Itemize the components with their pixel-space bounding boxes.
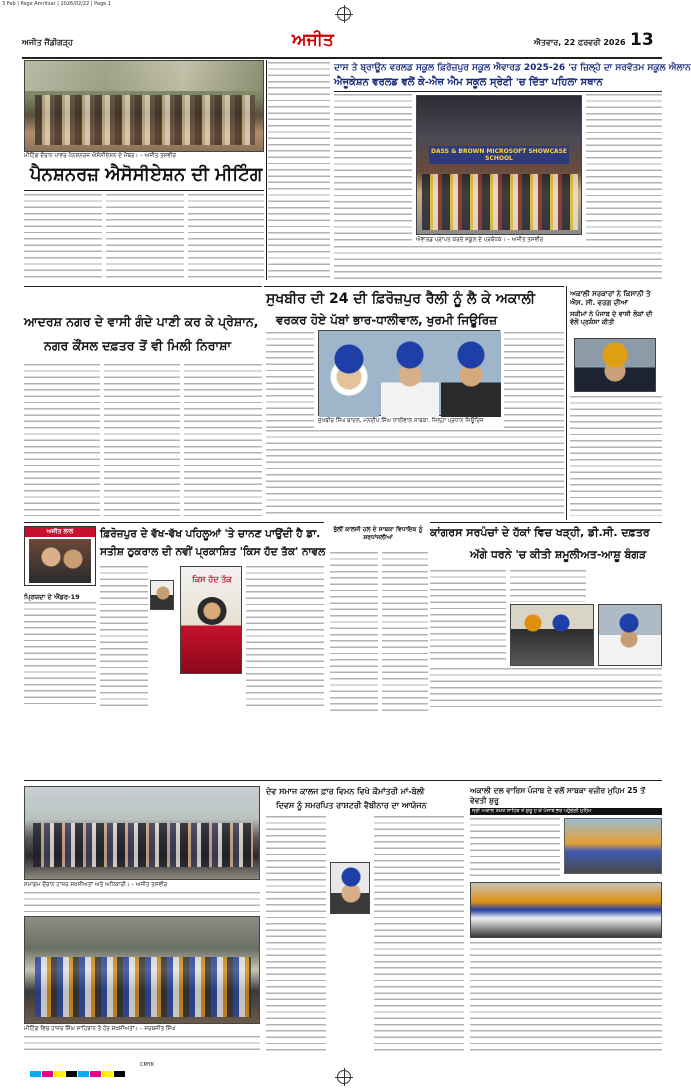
sukhbir-body-3 (266, 430, 564, 516)
ceremony-body (24, 892, 260, 912)
pensioners-body-2 (106, 194, 184, 278)
school-body-3 (334, 246, 662, 280)
school-body-1 (334, 94, 412, 244)
congress-headline-2: ਅੱਗੇ ਧਰਨੇ 'ਚ ਕੀਤੀ ਸ਼ਮੂਲੀਅਤ-ਆਸ਼ੂ ਬੰਗੜ (470, 548, 647, 561)
meeting-caption: ਮੀਟਿੰਗ ਵਿਚ ਹਾਜ਼ਰ ਸਿੰਘ ਸਾਹਿਬਾਨ ਤੇ ਹੋਰ ਸ਼ਖ਼ਸੀਅਤਾਂ। – ਸਰਬਜੀਤ ਸਿੰਘ (24, 1026, 176, 1032)
school-body-2 (586, 94, 662, 244)
adarsh-headline-1: ਆਦਰਸ਼ ਨਗਰ ਦੇ ਵਾਸੀ ਗੰਦੇ ਪਾਣੀ ਕਰ ਕੇ ਪ੍ਰੇਸ਼ਾਨ, (24, 314, 259, 329)
mla-kicker: ਭੁੱਲੀਂ ਕਾਲਜੀ ਹਲ ਦੇ ਸਾਬਕਾ ਵਿਧਾਇਕ ਨੂੰ ਸ਼ਰਧਾਂਜਲੀਆਂ (333, 526, 423, 541)
sukhbir-body-1 (266, 332, 314, 432)
novel-headline-1: ਫ਼ਿਰੋਜ਼ਪੁਰ ਦੇ ਵੱਖ-ਵੱਖ ਪਹਿਲੂਆਂ 'ਤੇ ਚਾਨਣ ਪਾਉਂਦੀ ਹੈ ਡਾ. (100, 528, 321, 540)
adarsh-body-1 (24, 364, 100, 516)
masthead-date: ਐਤਵਾਰ, 22 ਫਰਵਰੀ 2026 (534, 38, 626, 47)
devsamaj-headline-1: ਦੇਵ ਸਮਾਜ ਕਾਲਜ ਫ਼ਾਰ ਵਿਮਨ ਵਿਖੇ ਕੌਮਾਂਤਰੀ ਮਾਂ-ਬੋਲੀ (266, 787, 425, 796)
column-rule (266, 60, 267, 280)
novel-headline-2: ਸਤੀਸ਼ ਠੁਕਰਾਲ ਦੀ ਨਵੀਂ ਪ੍ਰਕਾਸ਼ਿਤ 'ਕਿਸ ਹੱਦ ਤੱਕ' ਨਾਵਲ (100, 546, 326, 558)
mla-body-1 (330, 552, 378, 712)
school-caption: ਐਵਾਰਡ ਪ੍ਰਾਪਤ ਕਰਦੇ ਸਕੂਲ ਦੇ ਪ੍ਰਬੰਧਕ। – ਅਜੀਤ ਤਸਵੀਰ (416, 237, 544, 243)
akali-headline-2: ਸਕੀਮਾਂ ਨੇ ਪੰਜਾਬ ਦੇ ਵਾਸੀ ਲੋਕਾਂ ਦੀ ਵੱਲੋਂ ਪ੍ਰਸ਼ੰਸਾ ਕੀਤੀ (570, 310, 653, 326)
ceremony-caption: ਸਮਾਗਮ ਦੌਰਾਨ ਹਾਜ਼ਰ ਸ਼ਖ਼ਸੀਅਤਾਂ ਅਤੇ ਅਧਿਕਾਰੀ। – ਅਜੀਤ ਤਸਵੀਰ (24, 882, 168, 888)
pensioners-body-3 (188, 194, 264, 278)
school-kicker: ਦਾਸ ਤੇ ਬ੍ਰਾਊਨ ਵਰਲਡ ਸਕੂਲ ਫ਼ਿਰੋਜ਼ਪੁਰ ਸਕੂਲ ਐਵਾਰਡ 2025-26 'ਚ ਜ਼ਿਲ੍ਹੇ ਦਾ ਸਰਵੋਤਮ ਸਕੂਲ ਐਲਾਨ (334, 63, 691, 73)
adarsh-headline-2: ਨਗਰ ਕੌਂਸਲ ਦਫ਼ਤਰ ਤੋਂ ਵੀ ਮਿਲੀ ਨਿਰਾਸ਼ਾ (44, 338, 232, 353)
akali-mukh-kicker: ਸ੍ਰੀ ਅਕਾਲ ਤਖ਼ਤ ਸਾਹਿਬ ਤੋਂ ਸ਼ੁਰੂ ਹੋ ਕੇ ਪੰਜਾਬ ਭਰ ਪਹੁੰਚੇਗੀ ਮੁਹਿੰਮ (470, 808, 662, 815)
masthead-rule (22, 57, 662, 59)
sukhbir-kicker: ਸੁਖਬੀਰ ਦੀ 24 ਦੀ ਫ਼ਿਰੋਜ਼ਪੁਰ ਰੈਲੀ ਨੂੰ ਲੈ ਕੇ ਅਕਾਲੀ (266, 291, 536, 307)
devsamaj-headline-2: ਦਿਵਸ ਨੂੰ ਸਮਰਪਿਤ ਰਾਸ਼ਟਰੀ ਵੈਬੀਨਾਰ ਦਾ ਆਯੋਜਨ (276, 801, 427, 810)
devsamaj-body-1 (266, 816, 326, 1052)
pensioners-rule (24, 190, 264, 191)
ceremony-photo (24, 786, 260, 880)
footer-code: CMYK (140, 1062, 155, 1068)
masthead-logo: ਅਜੀਤ (292, 30, 334, 50)
meeting-photo (24, 916, 260, 1024)
akali-mukh-body-2 (470, 942, 662, 1052)
page-number: 13 (630, 30, 654, 50)
column-rule-right (566, 286, 567, 520)
congress-body-2 (510, 570, 586, 602)
sukhbir-rule-top (264, 286, 564, 287)
author-box (24, 526, 96, 586)
akali-headline-1: ਅਕਾਲੀ ਸਰਕਾਰਾਂ ਨੇ ਕਿਸਾਨੀ ਤੇ ਐਸ. ਸੀ. ਵਰਗ ਦੀਆਂ (570, 290, 651, 307)
congress-photo-1 (510, 604, 594, 666)
school-photo (416, 95, 582, 235)
color-bar (30, 1062, 126, 1081)
masthead-left: ਅਜੀਤ ਜੈਂਡੀਗੜ੍ਹ (22, 38, 73, 47)
school-sign: DASS & BROWN MICROSOFT SHOWCASE SCHOOL (431, 148, 567, 162)
meeting-body (24, 1036, 260, 1054)
novel-rule (24, 522, 324, 523)
akali-mukh-headline: ਅਕਾਲੀ ਦਲ ਵਾਰਿਸ ਪੰਜਾਬ ਦੇ ਵਲੋਂ ਸਾਬਕਾ ਵਜ਼ੀਰ ਮੁਹਿਮ 25 ਤੋਂ ਵੇਵਤੀ ਸ਼ੁਰੂ (470, 786, 646, 805)
akali-photo (574, 338, 656, 392)
akali-mukh-body-1 (470, 818, 560, 878)
devsamaj-body-2 (374, 816, 464, 1052)
narrow-column-body (268, 62, 330, 278)
novel-author-portrait (150, 580, 174, 610)
registration-mark-bottom-icon (337, 1070, 351, 1084)
novel-body-1 (100, 566, 148, 710)
novel-body-2 (246, 566, 324, 710)
devsamaj-portrait (330, 862, 370, 914)
pensioners-headline: ਪੈਨਸ਼ਨਰਜ਼ ਐਸੋਸੀਏਸ਼ਨ ਦੀ ਮੀਟਿੰਗ (30, 164, 263, 185)
novel-sidebar-title: ਪ੍ਰਿਯਦਾ ਦੇ ਐਂਡਰ-19 (24, 593, 80, 601)
school-rule (334, 91, 662, 92)
novel-book-cover (180, 566, 242, 674)
congress-body-3 (430, 668, 662, 710)
sukhbir-headline: ਵਰਕਰ ਹੋਏ ਪੱਬਾਂ ਭਾਰ-ਧਾਲੀਵਾਲ, ਖੁਰਮੀ ਜਿਊਰਿਜ਼ (276, 313, 498, 327)
print-header: 3 Feb | Page Amritsar | 2026/02/22 | Page 1 (2, 1, 112, 7)
pensioners-caption: ਮੀਟਿੰਗ ਦੌਰਾਨ ਪਾਵਰ ਪੈਨਸ਼ਨਰਜ਼ ਐਸੋਸੀਏਸ਼ਨ ਦੇ ਮੈਂਬਰ। – ਅਜੀਤ ਤਸਵੀਰ (24, 153, 176, 159)
book-title: ਕਿਸ ਹੱਦ ਤੱਕ (192, 575, 232, 584)
adarsh-body-3 (184, 364, 262, 516)
congress-photo-2 (598, 604, 662, 666)
author-label: ਅਜੀਤ ਲਾਲ (25, 527, 95, 537)
bottom-rule (24, 780, 662, 781)
sukhbir-caption: ਸੁਖਬੀਰ ਸਿੰਘ ਬਾਦਲ, ਮਨਦੀਪ ਸਿੰਘ ਧਾਲੀਵਾਲ ਸਾਬਕਾ, ਜ਼ਿਲ੍ਹਾ ਪ੍ਰਧਾਨ ਜਿਊਰਿਜ਼ (318, 418, 484, 424)
novel-sidebar-body (24, 602, 96, 708)
registration-mark-icon (337, 7, 351, 21)
congress-rule (430, 522, 662, 523)
congress-body-1 (430, 570, 506, 660)
author-photo (29, 539, 91, 583)
school-headline: ਐਜੂਕੇਸ਼ਨ ਵਰਲਡ ਵਲੋਂ ਕੇ-ਐਜ਼ ਐਮ ਸਕੂਲ ਸ੍ਰੇਣੀ 'ਚ ਦਿੱਤਾ ਪਹਿਲਾ ਸਥਾਨ (334, 77, 603, 88)
pensioners-photo (24, 60, 264, 152)
akali-body (570, 396, 662, 516)
mla-body-2 (382, 552, 428, 712)
akali-mukh-photo-2 (470, 882, 662, 938)
masthead (22, 30, 662, 56)
adarsh-rule (24, 286, 262, 287)
adarsh-body-2 (104, 364, 180, 516)
sukhbir-photo (318, 330, 500, 416)
pensioners-body (24, 194, 102, 278)
congress-headline-1: ਕਾਂਗਰਸ ਸਰਪੰਚਾਂ ਦੇ ਹੱਕਾਂ ਵਿਚ ਖੜ੍ਹੀ, ਡੀ.ਸੀ. ਦਫ਼ਤਰ (430, 526, 650, 539)
akali-mukh-photo-1 (564, 818, 662, 874)
sukhbir-body-2 (504, 332, 564, 432)
